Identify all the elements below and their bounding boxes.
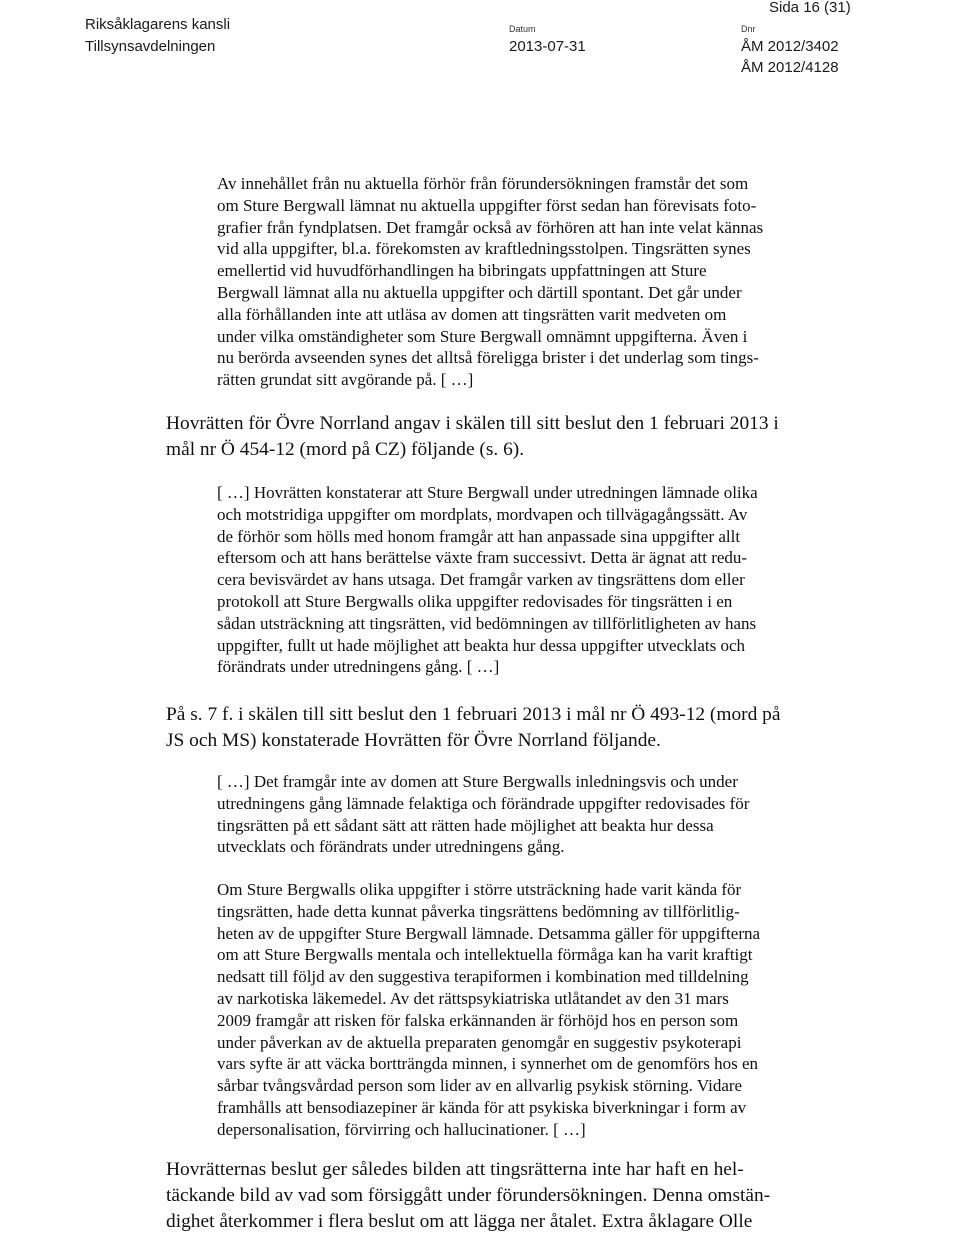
text-line: om Sture Bergwall lämnat nu aktuella uppgifter först sedan han förevisats foto-: [217, 195, 757, 215]
text-line: JS och MS) konstaterade Hovrätten för Övre Norrland följande.: [166, 730, 661, 751]
quote-block-2: [217, 482, 758, 678]
text-line: alla förhållanden inte att utläsa av domen att tingsrätten varit medveten om: [217, 304, 727, 324]
text-line: På s. 7 f. i skälen till sitt beslut den 1 februari 2013 i mål nr Ö 493-12 (mord på: [166, 704, 781, 725]
text-line: under vilka omständigheter som Sture Bergwall omnämnt uppgifterna. Även i: [217, 326, 748, 346]
text-line: nu berörda avseenden synes det alltså föreligga brister i det underlag som tings-: [217, 348, 759, 368]
case-number-1: ÅM 2012/3402: [741, 38, 839, 55]
text-line: under påverkan av de aktuella preparaten genomgår en suggestiv psykoterapi: [217, 1032, 742, 1052]
text-line: Om Sture Bergwalls olika uppgifter i större utsträckning hade varit kända för: [217, 880, 742, 899]
text-line: utvecklats och förändrats under utredningens gång.: [217, 837, 565, 857]
text-line: och motstridiga uppgifter om mordplats, mordvapen och tillvägagångssätt. Av: [217, 504, 748, 524]
text-line: vid alla uppgifter, bl.a. förekomsten av kraftledningsstolpen. Tingsrätten synes: [217, 239, 751, 259]
page-number: Sida 16 (31): [769, 0, 851, 16]
text-line: depersonalisation, förvirring och hallucinationer. [ …]: [217, 1119, 586, 1139]
text-line: rätten grundat sitt avgörande på. [ …]: [217, 370, 474, 390]
text-line: Hovrätten för Övre Norrland angav i skälen till sitt beslut den 1 februari 2013 i: [166, 413, 779, 434]
paragraph-2: [166, 702, 780, 754]
text-line: om att Sture Bergwalls mentala och intellektuella förmåga kan ha varit kraftigt: [217, 945, 753, 965]
text-line: [ …] Det framgår inte av domen att Sture Bergwalls inledningsvis och under: [217, 772, 738, 791]
text-line: mål nr Ö 454-12 (mord på CZ) följande (s. 6).: [166, 439, 525, 460]
document-date: 2013-07-31: [509, 38, 586, 55]
dnr-label: Dnr: [741, 24, 756, 34]
paragraph-3: [166, 1157, 770, 1235]
text-line: Bergwall lämnat alla nu aktuella uppgifter och därtill spontant. Det går under: [217, 282, 742, 302]
quote-block-4: [217, 879, 760, 1141]
text-line: vars syfte är att väcka bortträngda minnen, i synnerhet om de genomförs hos en: [217, 1054, 759, 1074]
text-line: eftersom och att hans berättelse växte fram successivt. Detta är ägnat att redu-: [217, 548, 748, 568]
text-line: av narkotiska läkemedel. Av det rättspsykiatriska utlåtandet av den 31 mars: [217, 988, 729, 1008]
quote-block-1: [217, 173, 763, 391]
text-line: de förhör som hölls med honom framgår att han anpassade sina uppgifter allt: [217, 526, 741, 546]
text-line: tingsrätten, hade detta kunnat påverka tingsrättens bedömning av tillförlitlig-: [217, 901, 740, 921]
case-number-2: ÅM 2012/4128: [741, 59, 839, 76]
text-line: tingsrätten på ett sådant sätt att rätten hade möjlighet att beakta hur dessa: [217, 815, 714, 835]
text-line: sårbar tvångsvårdad person som lider av en allvarlig psykisk störning. Vidare: [217, 1076, 743, 1096]
text-line: dighet återkommer i flera beslut om att lägga ner åtalet. Extra åklagare Olle: [166, 1211, 753, 1232]
organization-name: Riksåklagarens kansli: [85, 16, 231, 33]
paragraph-1: [166, 411, 779, 463]
date-label: Datum: [509, 24, 536, 34]
text-line: täckande bild av vad som försiggått under förundersökningen. Denna omstän-: [166, 1185, 771, 1206]
text-line: protokoll att Sture Bergwalls olika uppgifter redovisades för tingsrätten i en: [217, 591, 733, 611]
text-line: sådan utsträckning att tingsrätten, vid bedömningen av tillförlitligheten av hans: [217, 613, 757, 633]
text-line: cera bevisvärdet av hans utsaga. Det framgår varken av tingsrättens dom eller: [217, 570, 745, 590]
text-line: Hovrätternas beslut ger således bilden att tingsrätterna inte har haft en hel-: [166, 1159, 744, 1180]
text-line: nedsatt till följd av den suggestiva terapiformen i kombination med tilldelning: [217, 967, 749, 987]
text-line: heten av de uppgifter Sture Bergwall lämnade. Detsamma gäller för uppgifterna: [217, 923, 761, 943]
text-line: framhålls att bensodiazepiner är kända för att psykiska biverkningar i form av: [217, 1097, 747, 1117]
text-line: Av innehållet från nu aktuella förhör från förundersökningen framstår det som: [217, 174, 749, 193]
text-line: [ …] Hovrätten konstaterar att Sture Bergwall under utredningen lämnade olika: [217, 483, 758, 502]
text-line: grafier från fyndplatsen. Det framgår också av förhören att han inte velat kännas: [217, 217, 764, 237]
text-line: 2009 framgår att risken för falska erkännanden är förhöjd hos en person som: [217, 1010, 739, 1030]
text-line: förändrats under utredningens gång. [ …]: [217, 657, 500, 677]
department-name: Tillsynsavdelningen: [85, 38, 216, 55]
text-line: emellertid vid huvudförhandlingen ha bibringats uppfattningen att Sture: [217, 261, 707, 281]
text-line: uppgifter, fullt ut hade möjlighet att beakta hur dessa uppgifter utvecklats och: [217, 635, 746, 655]
text-line: utredningens gång lämnade felaktiga och förändrade uppgifter redovisades för: [217, 793, 750, 813]
quote-block-3: [217, 771, 749, 858]
